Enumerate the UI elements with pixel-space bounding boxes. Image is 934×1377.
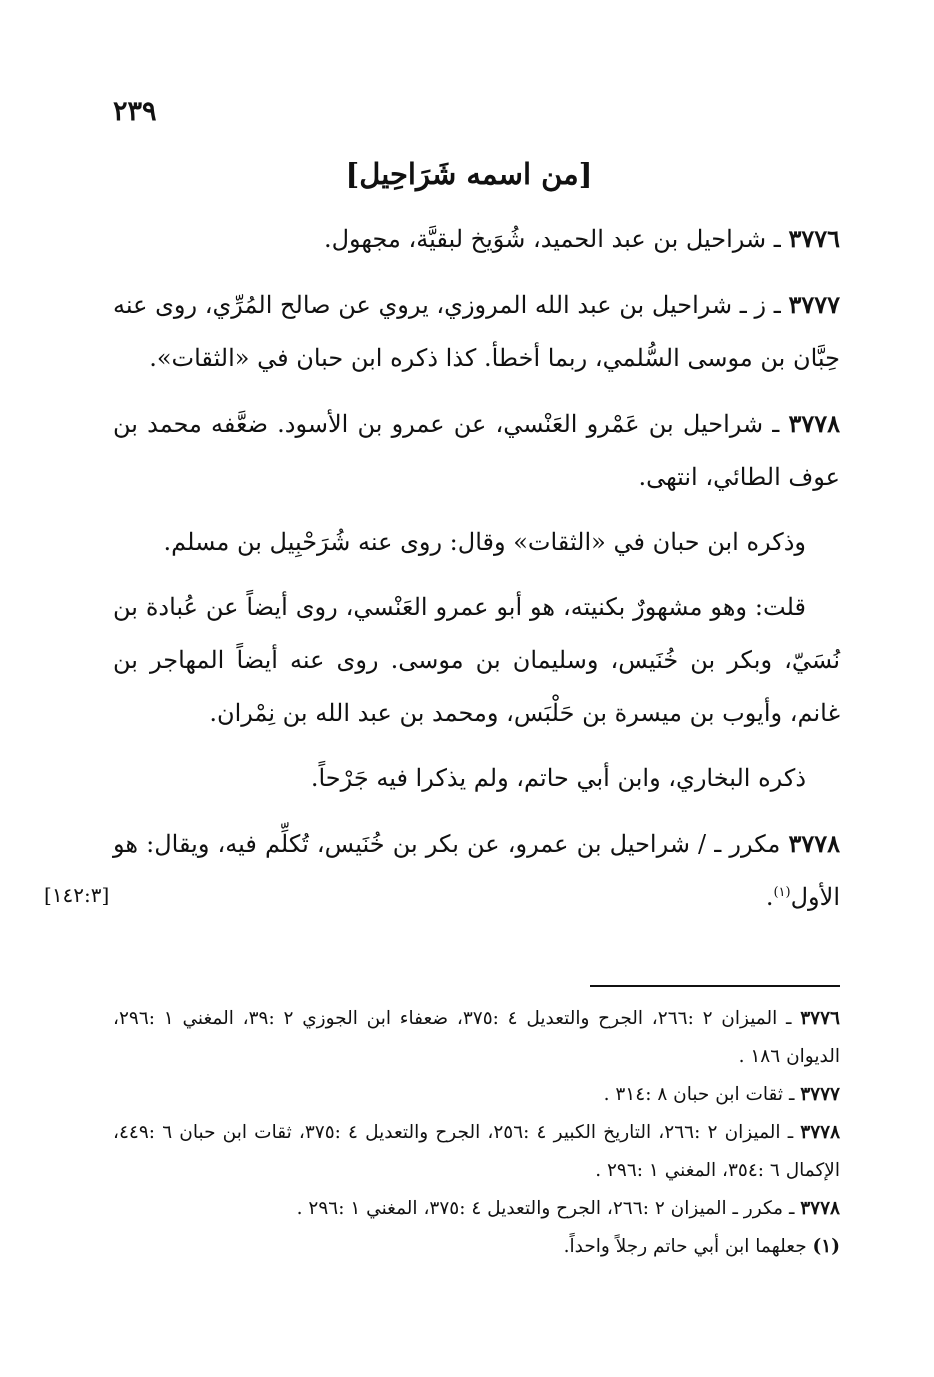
footnote-number: (١) [812,1236,840,1257]
entry-text: مكرر ـ / شراحيل بن عمرو، عن بكر بن خُنَيس، تُكلِّم فيه، ويقال: هو الأول [113,830,840,911]
footnote-number: ٣٧٧٦ [800,1008,840,1029]
entry-text: ـ شراحيل بن عَمْرو العَنْسي، عن عمرو بن الأسود. ضعَّفه محمد بن عوف الطائي، انتهى. [113,410,840,491]
entry-number: ٣٧٧٧ [788,290,840,319]
footnotes [113,1000,840,1266]
entry-3778 [113,397,840,504]
footnote-reference: (١) [773,885,791,900]
paragraph-thiqat: وذكره ابن حبان في «الثقات» وقال: روى عنه شُرَحْبِيل بن مسلم. [163,528,806,556]
footnote [113,1000,840,1076]
footnote [113,1228,840,1266]
margin-page-reference: [١٤٢:٣] [44,883,110,907]
paragraph-bukhari: ذكره البخاري، وابن أبي حاتم، ولم يذكرا فيه جَرْحاً. [310,764,806,792]
entry-tail: . [765,883,774,911]
entry-number: ٣٧٧٨ [788,409,840,438]
entry-3777 [113,278,840,385]
page-number: ٢٣٩ [113,96,157,127]
section-heading: [من اسمه شَرَاحِيل] [345,157,593,191]
footnote-text: ـ ثقات ابن حبان ٨ :٣١٤ . [603,1084,801,1105]
footnote-text: ـ الميزان ٢ :٢٦٦، التاريخ الكبير ٤ :٢٥٦، الجرح والتعديل ٤ :٣٧٥، ثقات ابن حبان ٦ :٤٤٩، الإكمال ٦ :٣٥٤، المغني ١ :٢٩٦ . [113,1122,840,1181]
entry-3776 [113,212,840,266]
footnote [113,1190,840,1228]
entry-text: ـ شراحيل بن عبد الحميد، شُوَيخ لبقيَّة، مجهول. [323,225,789,253]
entry-3778-mukarrar [113,817,840,924]
entry-number: ٣٧٧٨ [788,829,841,858]
footnote-text: ـ الميزان ٢ :٢٦٦، الجرح والتعديل ٤ :٣٧٥، ضعفاء ابن الجوزي ٢ :٣٩، المغني ١ :٢٩٦، الديوان ١٨٦ . [113,1008,840,1067]
entry-number: ٣٧٧٦ [788,224,840,253]
paragraph-qult: قلت: وهو مشهورٌ بكنيته، هو أبو عمرو العَنْسي، روى أيضاً عن عُبادة بن نُسَيّ، وبكر بن خُنَيس، وسليمان بن موسى. روى عنه أيضاً المهاجر بن غانم، وأيوب بن ميسرة بن حَلْبَس، ومحمد بن عبد الله بن نِمْران. [113,593,841,727]
footnote-number: ٣٧٧٨ [800,1122,841,1143]
footnote [113,1076,840,1114]
footnote [113,1114,840,1190]
main-text [113,212,840,936]
footnote-number: ٣٧٧٨ [800,1198,840,1219]
footnote-text: ـ مكرر ـ الميزان ٢ :٢٦٦، الجرح والتعديل ٤ :٣٧٥، المغني ١ :٢٩٦ . [296,1198,801,1219]
entry-text: ـ ز ـ شراحيل بن عبد الله المروزي، يروي عن صالح المُرِّي، روى عنه حِبَّان بن موسى السُّلمي، ربما أخطأ. كذا ذكره ابن حبان في «الثقات». [113,291,840,372]
footnote-text: جعلهما ابن أبي حاتم رجلاً واحداً. [563,1236,813,1257]
footnote-divider [590,985,840,987]
footnote-number: ٣٧٧٧ [800,1084,840,1105]
